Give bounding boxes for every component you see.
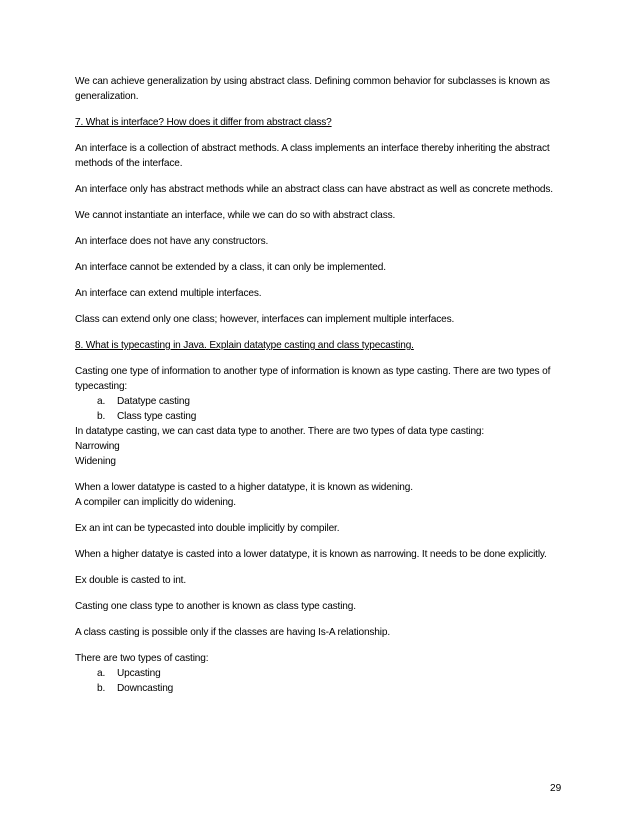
list-item	[97, 409, 567, 424]
list-marker: a.	[97, 668, 106, 679]
widening-block	[75, 480, 567, 510]
paragraph-class-casting: Casting one class type to another is known as class type casting.	[75, 601, 356, 612]
list-item-text: Downcasting	[117, 683, 174, 694]
list-item-text: Datatype casting	[117, 396, 190, 407]
paragraph-int-example: Ex an int can be typecasted into double implicitly by compiler.	[75, 523, 340, 534]
list-item	[97, 681, 567, 696]
list-marker: b.	[97, 411, 106, 422]
paragraph-constructors: An interface does not have any constructors.	[75, 236, 269, 247]
paragraph-generalization: We can achieve generalization by using abstract class. Defining common behavior for subclasses is known as generalization.	[75, 76, 550, 102]
paragraph-instantiate: We cannot instantiate an interface, while we can do so with abstract class.	[75, 210, 396, 221]
paragraph-compiler-widening: A compiler can implicitly do widening.	[75, 497, 236, 508]
page-body	[75, 74, 567, 707]
paragraph-interface-definition: An interface is a collection of abstract methods. A class implements an interface thereby inheriting the abstract methods of the interface.	[75, 143, 550, 169]
paragraph-typecasting: Casting one type of information to another type of information is known as type casting. There are two types of typecasting:	[75, 366, 551, 392]
list-item-text: Class type casting	[117, 411, 197, 422]
paragraph-abstract-methods: An interface only has abstract methods while an abstract class can have abstract as well as concrete methods.	[75, 184, 553, 195]
casting-types-block	[75, 651, 567, 696]
question-7-heading: 7. What is interface? How does it differ from abstract class?	[75, 117, 332, 128]
paragraph-is-a: A class casting is possible only if the classes are having Is-A relationship.	[75, 627, 390, 638]
list-item	[97, 394, 567, 409]
paragraph-extended: An interface cannot be extended by a class, it can only be implemented.	[75, 262, 386, 273]
paragraph-datatype-casting: In datatype casting, we can cast data type to another. There are two types of data type casting:	[75, 426, 485, 437]
list-item	[97, 666, 567, 681]
paragraph-class-extend: Class can extend only one class; however, interfaces can implement multiple interfaces.	[75, 314, 455, 325]
question-8-heading: 8. What is typecasting in Java. Explain datatype casting and class typecasting.	[75, 340, 414, 351]
list-item-text: Upcasting	[117, 668, 161, 679]
casting-list	[75, 666, 567, 696]
widening-label: Widening	[75, 456, 116, 467]
narrowing-label: Narrowing	[75, 441, 120, 452]
list-marker: b.	[97, 683, 106, 694]
paragraph-two-types: There are two types of casting:	[75, 653, 209, 664]
paragraph-narrowing: When a higher datatye is casted into a lower datatype, it is known as narrowing. It needs to be done explicitly.	[75, 549, 547, 560]
paragraph-double-example: Ex double is casted to int.	[75, 575, 186, 586]
list-marker: a.	[97, 396, 106, 407]
typecasting-list	[75, 394, 567, 424]
paragraph-extend-multiple: An interface can extend multiple interfaces.	[75, 288, 262, 299]
paragraph-widening: When a lower datatype is casted to a higher datatype, it is known as widening.	[75, 482, 413, 493]
typecasting-block	[75, 364, 567, 469]
page-number: 29	[550, 783, 562, 794]
